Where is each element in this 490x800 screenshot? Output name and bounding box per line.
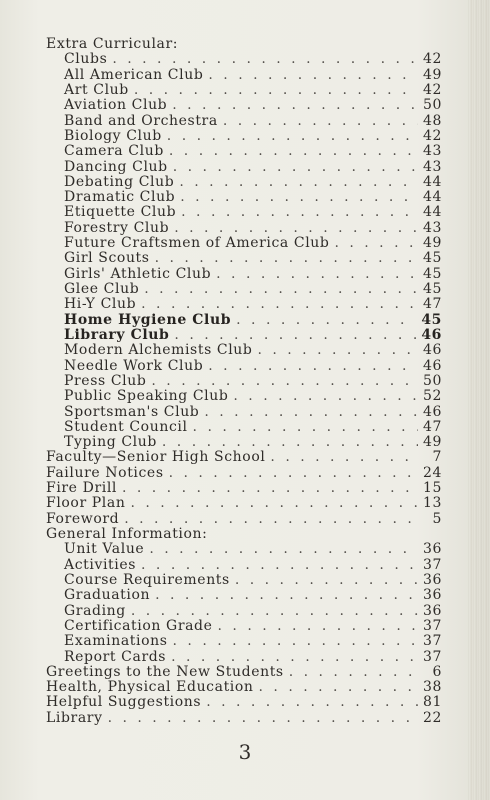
toc-entry-label: Future Craftsmen of America Club — [64, 236, 330, 252]
toc-entry-label: Dancing Club — [64, 159, 168, 175]
toc-entry — [46, 374, 442, 389]
toc-entry-label: Faculty—Senior High School — [46, 450, 266, 466]
toc-entry-page: 43 — [422, 159, 442, 175]
toc-entry-label: Helpful Suggestions — [46, 695, 202, 711]
toc-entry-label: Activities — [64, 557, 137, 573]
toc-entry — [46, 52, 442, 67]
toc-entry — [46, 144, 442, 159]
table-of-contents — [46, 37, 442, 726]
toc-entry-page: 50 — [422, 373, 442, 389]
toc-entry-page: 46 — [422, 404, 442, 420]
toc-entry-label: Needle Work Club — [64, 358, 204, 374]
toc-entry-page: 47 — [422, 297, 442, 313]
toc-entry — [46, 175, 442, 190]
dot-leader — [151, 374, 418, 389]
toc-entry-label: Extra Curricular: — [46, 37, 179, 52]
toc-entry — [46, 236, 442, 251]
toc-entry — [46, 435, 442, 450]
toc-entry-page: 50 — [422, 98, 442, 114]
toc-entry-page: 42 — [422, 82, 442, 98]
toc-entry-page: 49 — [422, 435, 442, 451]
toc-entry-label: Failure Notices — [46, 465, 164, 481]
toc-entry — [46, 267, 442, 282]
dot-leader — [179, 175, 418, 190]
toc-entry-label: Examinations — [64, 634, 168, 650]
toc-entry-label: Foreword — [46, 511, 120, 527]
toc-entry-page: 42 — [422, 52, 442, 68]
toc-entry — [46, 619, 442, 634]
toc-entry-page: 36 — [422, 588, 442, 604]
dot-leader — [218, 619, 418, 634]
dot-leader — [169, 144, 418, 159]
dot-leader — [155, 251, 418, 266]
toc-entry — [46, 542, 442, 557]
toc-entry — [46, 650, 442, 665]
dot-leader — [169, 466, 418, 481]
toc-entry — [46, 665, 442, 680]
toc-entry-label: Dramatic Club — [64, 190, 176, 206]
toc-entry — [46, 343, 442, 358]
toc-entry-page: 37 — [422, 557, 442, 573]
toc-entry — [46, 634, 442, 649]
toc-entry-page: 47 — [422, 419, 442, 435]
toc-entry-page: 24 — [422, 465, 442, 481]
dot-leader — [204, 405, 418, 420]
toc-entry-label: Girls' Athletic Club — [64, 266, 212, 282]
toc-entry — [46, 512, 442, 527]
toc-entry-label: Library Club — [64, 327, 170, 343]
toc-entry-label: Biology Club — [64, 128, 162, 144]
toc-entry-page: 46 — [422, 358, 442, 374]
dot-leader — [167, 129, 418, 144]
dot-leader — [171, 650, 418, 665]
page-edge — [468, 0, 490, 800]
dot-leader — [149, 542, 418, 557]
toc-entry — [46, 129, 442, 144]
toc-entry-page: 52 — [422, 389, 442, 405]
toc-entry — [46, 313, 442, 328]
toc-entry-page: 44 — [422, 190, 442, 206]
toc-entry-page: 46 — [422, 343, 442, 359]
toc-entry-label: Fire Drill — [46, 481, 117, 497]
toc-entry — [46, 573, 442, 588]
toc-entry-page: 49 — [422, 236, 442, 252]
toc-entry — [46, 420, 442, 435]
toc-entry — [46, 37, 442, 52]
dot-leader — [141, 558, 418, 573]
toc-entry-page: 42 — [422, 128, 442, 144]
toc-entry-page: 36 — [422, 542, 442, 558]
dot-leader — [108, 711, 418, 726]
toc-entry-label: Unit Value — [64, 542, 145, 558]
toc-entry — [46, 466, 442, 481]
toc-entry-label: Modern Alchemists Club — [64, 343, 253, 359]
toc-entry — [46, 711, 442, 726]
toc-entry — [46, 221, 442, 236]
dot-leader — [122, 481, 418, 496]
toc-entry-page: 37 — [422, 634, 442, 650]
toc-entry-label: Library — [46, 710, 103, 726]
toc-entry — [46, 251, 442, 266]
dot-leader — [130, 496, 418, 511]
toc-entry-page: 46 — [421, 327, 442, 343]
toc-entry — [46, 604, 442, 619]
toc-entry — [46, 389, 442, 404]
toc-entry — [46, 405, 442, 420]
toc-entry-label: Greetings to the New Students — [46, 664, 284, 680]
toc-entry-page: 45 — [422, 251, 442, 267]
toc-entry-page: 22 — [422, 710, 442, 726]
toc-entry-label: Etiquette Club — [64, 205, 177, 221]
toc-entry — [46, 160, 442, 175]
dot-leader — [162, 435, 418, 450]
toc-entry — [46, 527, 442, 542]
toc-entry-label: Sportsman's Club — [64, 404, 200, 420]
dot-leader — [134, 83, 418, 98]
toc-entry — [46, 282, 442, 297]
dot-leader — [124, 512, 419, 527]
dot-leader — [174, 328, 416, 343]
toc-entry-label: Hi-Y Club — [64, 297, 137, 313]
toc-entry-page: 38 — [422, 680, 442, 696]
dot-leader — [216, 267, 418, 282]
toc-entry — [46, 558, 442, 573]
toc-entry-label: Camera Club — [64, 144, 164, 160]
toc-entry-label: Home Hygiene Club — [64, 312, 232, 328]
toc-entry-page: 81 — [422, 695, 442, 711]
dot-leader — [180, 190, 418, 205]
toc-entry — [46, 190, 442, 205]
toc-entry-label: Health, Physical Education — [46, 680, 254, 696]
toc-entry-label: Clubs — [64, 52, 108, 68]
toc-entry — [46, 680, 442, 695]
dot-leader — [208, 68, 418, 83]
dot-leader — [206, 695, 418, 710]
toc-entry-page: 13 — [422, 496, 442, 512]
toc-entry — [46, 496, 442, 511]
toc-entry-page: 45 — [422, 282, 442, 297]
toc-entry-page: 15 — [422, 481, 442, 497]
toc-entry — [46, 98, 442, 113]
dot-leader — [289, 665, 419, 680]
dot-leader — [257, 343, 418, 358]
toc-entry-label: Glee Club — [64, 282, 140, 297]
toc-entry-page: 44 — [422, 205, 442, 221]
toc-entry-label: Student Council — [64, 419, 188, 435]
toc-entry-page: 45 — [421, 312, 442, 328]
toc-entry-label: Band and Orchestra — [64, 113, 218, 129]
toc-entry-label: Forestry Club — [64, 220, 170, 236]
toc-entry — [46, 205, 442, 220]
toc-entry — [46, 695, 442, 710]
toc-entry-label: Floor Plan — [46, 496, 126, 512]
toc-entry-page: 43 — [422, 144, 442, 160]
dot-leader — [173, 160, 418, 175]
dot-leader — [233, 389, 418, 404]
toc-entry-page: 48 — [422, 113, 442, 129]
dot-leader — [208, 359, 418, 374]
dot-leader — [236, 313, 416, 328]
dot-leader — [172, 98, 418, 113]
toc-entry — [46, 297, 442, 312]
dot-leader — [223, 114, 418, 129]
dot-leader — [141, 297, 418, 312]
dot-leader — [131, 604, 418, 619]
toc-entry-label: Girl Scouts — [64, 251, 150, 267]
toc-entry-page: 36 — [422, 572, 442, 588]
toc-entry-label: Aviation Club — [64, 98, 168, 114]
toc-entry-label: Art Club — [64, 82, 129, 98]
dot-leader — [155, 588, 418, 603]
dot-leader — [270, 450, 419, 465]
toc-entry-label: Grading — [64, 603, 126, 619]
toc-entry-page: 43 — [422, 220, 442, 236]
toc-entry-page: 45 — [422, 266, 442, 282]
toc-entry-page: 6 — [432, 664, 442, 680]
toc-entry-page: 37 — [422, 618, 442, 634]
toc-entry-label: Certification Grade — [64, 618, 213, 634]
toc-entry-page: 49 — [422, 67, 442, 83]
dot-leader — [181, 205, 418, 220]
dot-leader — [235, 573, 418, 588]
page-number: 3 — [238, 740, 252, 764]
toc-entry-page: 44 — [422, 174, 442, 190]
dot-leader — [334, 236, 418, 251]
dot-leader — [112, 52, 418, 67]
toc-entry-label: Typing Club — [64, 435, 157, 451]
dot-leader — [174, 221, 418, 236]
toc-entry-label: Press Club — [64, 373, 147, 389]
toc-entry-page: 36 — [422, 603, 442, 619]
toc-entry-page: 37 — [422, 649, 442, 665]
dot-leader — [144, 282, 418, 297]
toc-entry-label: All American Club — [64, 67, 204, 83]
toc-entry-page: 7 — [432, 450, 442, 466]
dot-leader — [259, 680, 418, 695]
toc-entry-label: Public Speaking Club — [64, 389, 229, 405]
toc-entry-page: 5 — [432, 511, 442, 527]
toc-entry — [46, 68, 442, 83]
toc-entry-label: Course Requirements — [64, 572, 230, 588]
toc-entry — [46, 481, 442, 496]
dot-leader — [173, 634, 418, 649]
toc-entry-label: Report Cards — [64, 649, 167, 665]
toc-entry — [46, 450, 442, 465]
toc-entry — [46, 114, 442, 129]
toc-entry — [46, 359, 442, 374]
toc-entry-label: Debating Club — [64, 174, 175, 190]
toc-entry — [46, 588, 442, 603]
dot-leader — [193, 420, 418, 435]
toc-entry-label: Graduation — [64, 588, 151, 604]
toc-entry — [46, 328, 442, 343]
toc-entry-label: General Information: — [46, 527, 208, 542]
toc-entry — [46, 83, 442, 98]
